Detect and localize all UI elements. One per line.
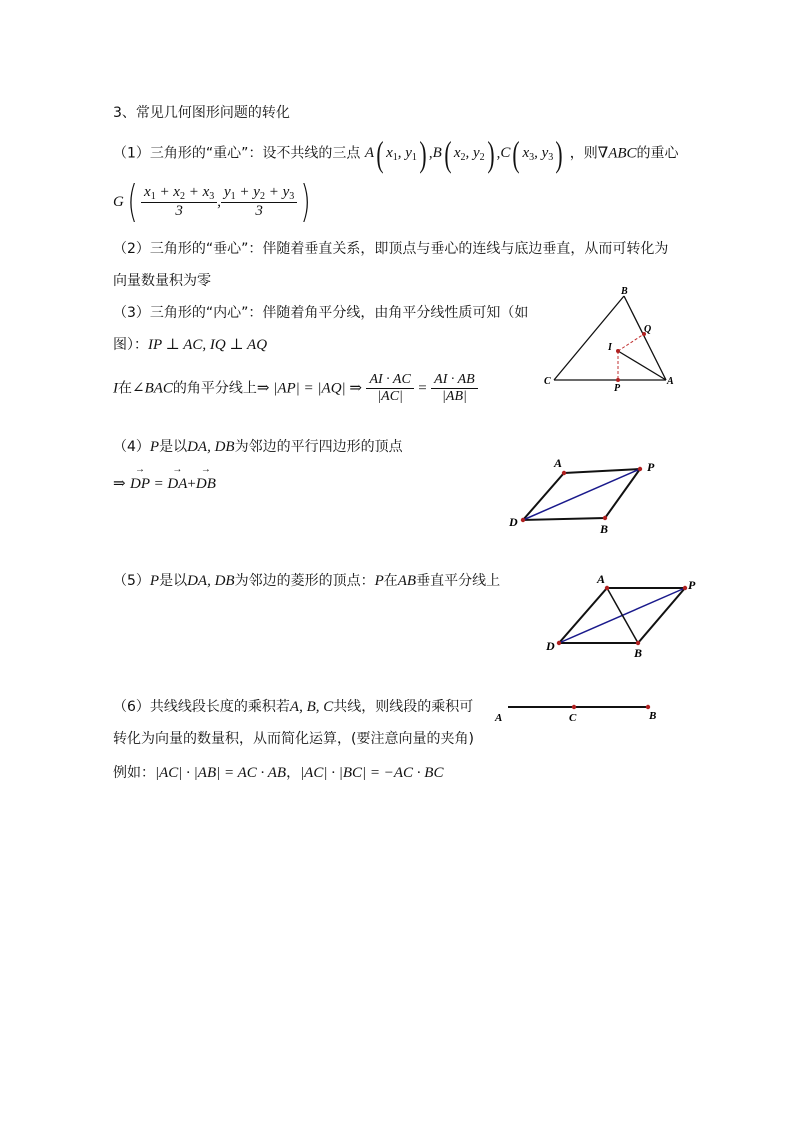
centroid-formula: G( $\frac{x_1 + x_2 + x_3}{3}$ , $\frac{y_1 + y_2 + y_3}{3}$ ): [113, 176, 311, 227]
dot-P: [638, 467, 642, 471]
dot-D: [557, 641, 561, 645]
item3-frac2: $\frac{AI \cdot AB}{|AB|}$: [431, 372, 478, 405]
item2-line2: 向量数量积为零: [113, 273, 211, 289]
label-A: A: [495, 712, 503, 724]
point-A: A( $x_1$, $y_1$): [364, 134, 427, 174]
item4-line1: （4）P是以DA, DB为邻边的平行四边形的顶点: [113, 439, 403, 455]
rhombus-diagram: [540, 568, 700, 660]
point-B: B( $x_2$, $y_2$): [432, 134, 495, 174]
item6-example: 例如：|AC| · |AB| = AC · AB，|AC| · |BC| = −AC · BC: [113, 765, 444, 781]
label-D: D: [509, 515, 518, 529]
dot-P: [683, 586, 687, 590]
vec-DP: → DP: [130, 476, 150, 493]
item6-line2: 转化为向量的数量积，从而简化运算，(要注意向量的夹角): [113, 731, 474, 747]
dot-C: [572, 705, 576, 709]
label-D: D: [546, 639, 555, 653]
label-Q: Q: [644, 324, 652, 335]
item1-term: “重心”: [205, 145, 249, 162]
section-heading: 3、常见几何图形问题的转化: [113, 105, 290, 121]
dot-A: [562, 471, 566, 475]
label-C: C: [544, 376, 551, 387]
parallelogram-diagram: [500, 452, 680, 538]
item4-vector-eq: ⇒ → DP = → DA+→ DB: [113, 474, 216, 493]
centroid-y-frac: $\frac{y_1 + y_2 + y_3}{3}$: [221, 184, 297, 220]
label-B: B: [634, 646, 643, 660]
item1-suffix: 的重心: [636, 145, 679, 162]
incenter-diagram: [540, 284, 680, 394]
label-A: A: [554, 456, 563, 470]
segment-IQ: [618, 334, 644, 351]
dot-B: [636, 641, 640, 645]
example-1: |AC| · |AB| = AC · AB: [155, 765, 287, 781]
item3-line3: I在∠BAC的角平分线上⇒ |AP| = |AQ| ⇒ $\frac{AI \cdot AC}{|AC|}$ = $\frac{AI \cdot AB}{|AB|}$: [113, 372, 478, 405]
dot-A: [605, 586, 609, 590]
item6-line1: （6）共线线段长度的乘积若A, B, C共线，则线段的乘积可: [113, 699, 474, 715]
label-P: P: [647, 460, 655, 474]
item1-line1: （1）三角形的“重心”：设不共线的三点 A( $x_1$, $y_1$) ,B( $x_2$, $y_2$) ,C( $x_3$, $y_3$) ，则∇ABC的重心: [113, 134, 679, 174]
label-P: P: [614, 383, 621, 394]
item1-then: ，则: [569, 145, 598, 162]
vec-DB: → DB: [196, 476, 216, 493]
centroid-x-frac: $\frac{x_1 + x_2 + x_3}{3}$: [141, 184, 217, 220]
point-C: C( $x_3$, $y_3$): [500, 134, 563, 174]
vec-DA: → DA: [167, 476, 187, 493]
dot-D: [521, 518, 525, 522]
point-I-dot: [616, 349, 620, 353]
label-A: A: [597, 572, 606, 586]
label-I: I: [608, 342, 612, 353]
dot-B: [646, 705, 650, 709]
label-B: B: [649, 710, 657, 722]
item3-frac1: $\frac{AI \cdot AC}{|AC|}$: [366, 372, 413, 405]
label-A: A: [667, 376, 674, 387]
dot-B: [603, 516, 607, 520]
item1-text: ：设不共线的三点: [248, 145, 361, 162]
item3-perp: IP ⊥ AC, IQ ⊥ AQ: [148, 337, 268, 353]
label-B: B: [621, 286, 628, 297]
label-B: B: [600, 522, 609, 536]
item3-line1: （3）三角形的“内心”：伴随着角平分线，由角平分线性质可知（如: [113, 305, 529, 321]
diagonal-AB: [607, 588, 638, 643]
centroid-G: G: [113, 194, 124, 210]
label-P: P: [688, 578, 696, 592]
item1-triangle: ∇ABC: [597, 145, 637, 162]
item1-label: （1）三角形的: [113, 145, 206, 162]
point-P-dot: [616, 378, 620, 382]
label-C: C: [569, 712, 577, 724]
collinear-diagram: [490, 696, 670, 730]
item3-line2: 图）：IP ⊥ AC, IQ ⊥ AQ: [113, 337, 268, 353]
item5-line1: （5）P是以DA, DB为邻边的菱形的顶点：P在AB垂直平分线上: [113, 573, 501, 589]
item2-line1: （2）三角形的“垂心”：伴随着垂直关系，即顶点与垂心的连线与底边垂直，从而可转化为: [113, 241, 669, 257]
example-2: |AC| · |BC| = −AC · BC: [300, 765, 444, 781]
side-BC: [554, 296, 624, 380]
